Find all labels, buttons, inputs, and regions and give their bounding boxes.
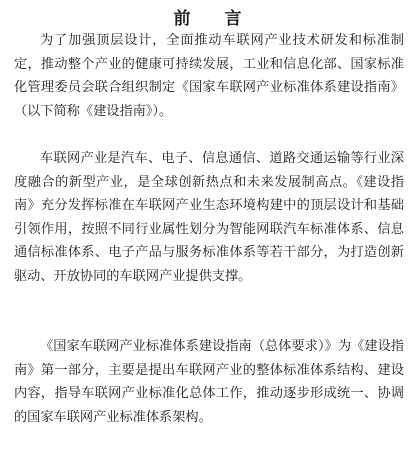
document-title: 前 言: [173, 9, 256, 29]
paragraph-industry: 车联网产业是汽车、电子、信息通信、道路交通运输等行业深度融合的新型产业，是全球创新热点和未来发展制高点。《建设指南》充分发挥标准在车联网产业生态环境构建中的顶层设计和基础引领作用，按照不同行业属性划分为智能网联汽车标准体系、信息通信标准体系、电子产品与服务标准体系等若干部分，为打造创新驱动、开放协同的车联网产业提供支撑。: [14, 151, 404, 284]
paragraph-intro: 为了加强顶层设计，全面推动车联网产业技术研发和标准制定，推动整个产业的健康可持续发展，工业和信息化部、国家标准化管理委员会联合组织制定《国家车联网产业标准体系建设指南》（以下简称《建设指南》）。: [14, 33, 404, 119]
paragraph-scope: 《国家车联网产业标准体系建设指南（总体要求）》为《建设指南》第一部分，主要是提出车联网产业的整体标准体系结构、建设内容，指导车联网产业标准化总体工作，推动逐步形成统一、协调的国家车联网产业标准体系架构。: [14, 339, 404, 425]
